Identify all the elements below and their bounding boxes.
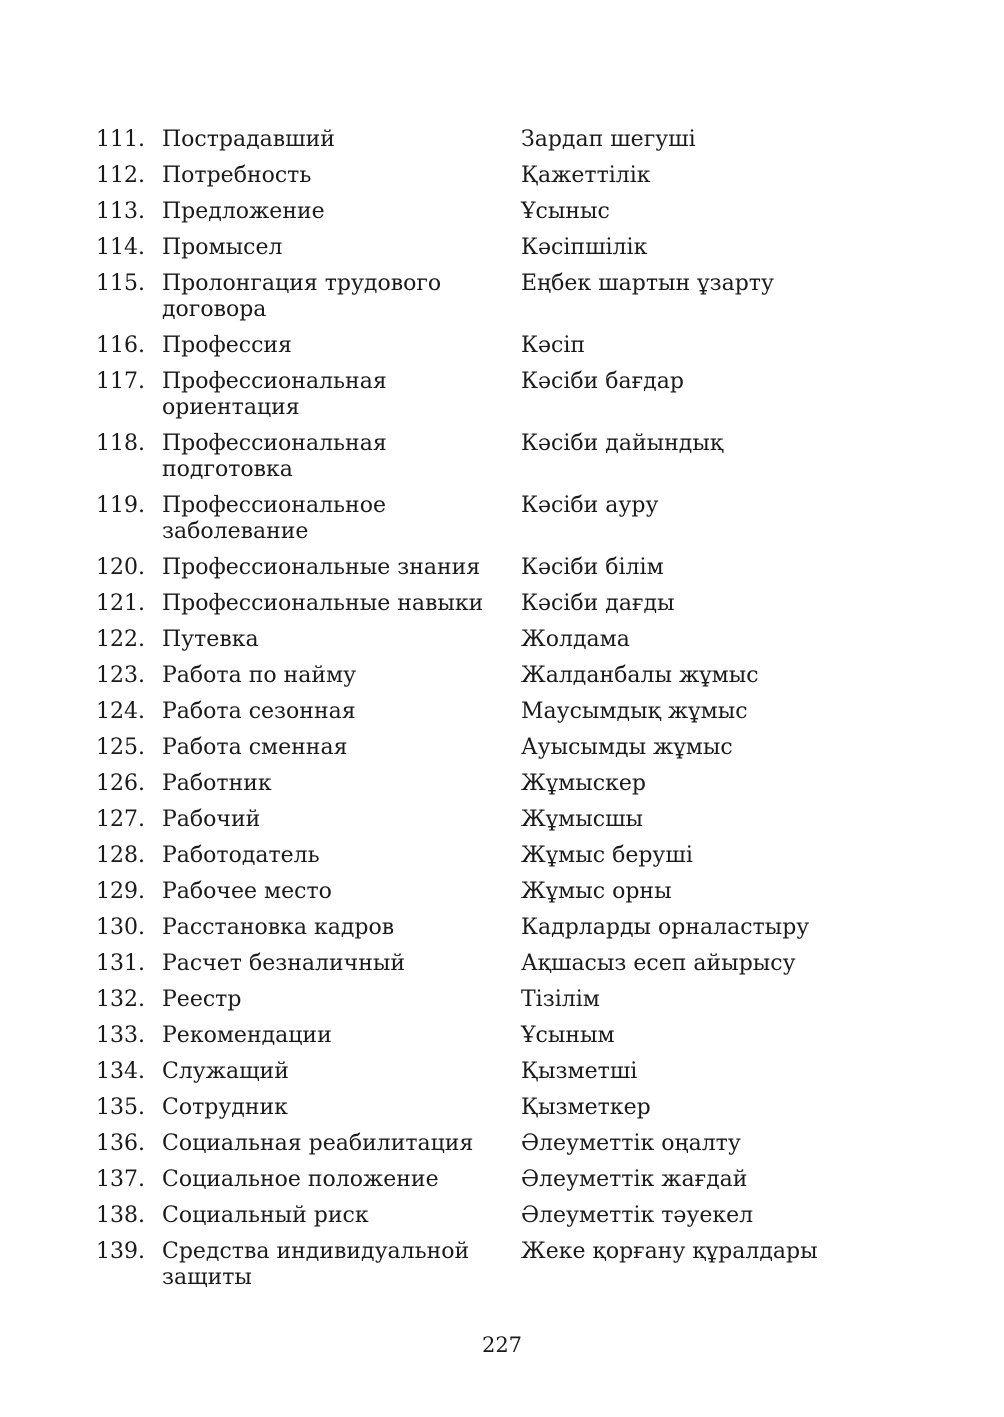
entry-number: 124.	[96, 699, 145, 724]
russian-term: Профессиональные знания	[162, 555, 481, 580]
russian-term: Расчет безналичный	[162, 951, 406, 976]
entry-number: 125.	[96, 735, 145, 760]
russian-term: Профессиональная ориентация	[162, 369, 387, 420]
entry-number: 120.	[96, 555, 145, 580]
russian-term: Работа сменная	[162, 735, 348, 760]
page-number: 227	[481, 1333, 523, 1357]
kazakh-term: Жұмыскер	[521, 771, 646, 796]
russian-term: Потребность	[162, 163, 312, 188]
glossary-entry	[0, 230, 1004, 266]
entry-number: 132.	[96, 987, 145, 1012]
kazakh-term: Кәсіби білім	[521, 555, 664, 580]
entry-number: 111.	[96, 127, 145, 152]
kazakh-term: Жеке қорғану құралдары	[521, 1239, 818, 1264]
entry-number: 127.	[96, 807, 145, 832]
kazakh-term: Ұсыныс	[521, 199, 610, 224]
kazakh-term: Қызметші	[521, 1059, 638, 1084]
russian-term: Профессиональная подготовка	[162, 431, 387, 482]
russian-term: Работа по найму	[162, 663, 357, 688]
kazakh-term: Тізілім	[521, 987, 600, 1012]
russian-term: Средства индивидуальной защиты	[162, 1239, 470, 1290]
kazakh-term: Қызметкер	[521, 1095, 651, 1120]
entry-number: 136.	[96, 1131, 145, 1156]
russian-term: Расстановка кадров	[162, 915, 395, 940]
russian-term: Рекомендации	[162, 1023, 332, 1048]
kazakh-term: Кәсіби бағдар	[521, 369, 684, 394]
kazakh-term: Ұсыным	[521, 1023, 615, 1048]
entry-number: 129.	[96, 879, 145, 904]
glossary-entry	[0, 982, 1004, 1018]
russian-term: Профессиональное заболевание	[162, 493, 386, 544]
glossary-entry	[0, 766, 1004, 802]
glossary-entry	[0, 488, 1004, 550]
entry-number: 139.	[96, 1239, 145, 1264]
glossary-entry	[0, 426, 1004, 488]
glossary-entry	[0, 802, 1004, 838]
russian-term: Рабочее место	[162, 879, 332, 904]
kazakh-term: Кәсіби дайындық	[521, 431, 724, 456]
kazakh-term: Қажеттілік	[521, 163, 651, 188]
kazakh-term: Кадрларды орналастыру	[521, 915, 810, 940]
entry-number: 116.	[96, 333, 145, 358]
glossary-entry	[0, 266, 1004, 328]
glossary-entry	[0, 1198, 1004, 1234]
russian-term: Пострадавший	[162, 127, 335, 152]
russian-term: Сотрудник	[162, 1095, 288, 1120]
russian-term: Предложение	[162, 199, 325, 224]
russian-term: Путевка	[162, 627, 259, 652]
kazakh-term: Маусымдық жұмыс	[521, 699, 748, 724]
glossary-entry	[0, 694, 1004, 730]
glossary-entry	[0, 122, 1004, 158]
entry-number: 137.	[96, 1167, 145, 1192]
entry-number: 130.	[96, 915, 145, 940]
russian-term: Работа сезонная	[162, 699, 356, 724]
kazakh-term: Жұмыс беруші	[521, 843, 693, 868]
kazakh-term: Әлеуметтік жағдай	[521, 1167, 748, 1192]
glossary-entry	[0, 910, 1004, 946]
glossary-entry	[0, 946, 1004, 982]
russian-term: Промысел	[162, 235, 283, 260]
kazakh-term: Кәсіби ауру	[521, 493, 659, 518]
kazakh-term: Жұмысшы	[521, 807, 644, 832]
entry-number: 118.	[96, 431, 145, 456]
entry-number: 114.	[96, 235, 145, 260]
entry-number: 133.	[96, 1023, 145, 1048]
entry-number: 126.	[96, 771, 145, 796]
russian-term: Работодатель	[162, 843, 320, 868]
kazakh-term: Жалданбалы жұмыс	[521, 663, 759, 688]
kazakh-term: Әлеуметтік оңалту	[521, 1131, 741, 1156]
glossary-entry	[0, 1126, 1004, 1162]
russian-term: Пролонгация трудового договора	[162, 271, 442, 322]
entry-number: 134.	[96, 1059, 145, 1084]
entry-number: 117.	[96, 369, 145, 394]
entry-number: 138.	[96, 1203, 145, 1228]
entry-number: 131.	[96, 951, 145, 976]
glossary-entry	[0, 874, 1004, 910]
russian-term: Социальное положение	[162, 1167, 439, 1192]
kazakh-term: Әлеуметтік тәуекел	[521, 1203, 754, 1228]
glossary-entry	[0, 586, 1004, 622]
glossary-entry	[0, 328, 1004, 364]
glossary-entry	[0, 1090, 1004, 1126]
kazakh-term: Ауысымды жұмыс	[521, 735, 733, 760]
russian-term: Рабочий	[162, 807, 261, 832]
glossary-entry	[0, 1054, 1004, 1090]
glossary-entry	[0, 838, 1004, 874]
entry-number: 135.	[96, 1095, 145, 1120]
entry-number: 122.	[96, 627, 145, 652]
glossary-entry	[0, 1234, 1004, 1296]
entry-number: 115.	[96, 271, 145, 296]
russian-term: Социальная реабилитация	[162, 1131, 474, 1156]
kazakh-term: Жұмыс орны	[521, 879, 672, 904]
kazakh-term: Кәсіпшілік	[521, 235, 648, 260]
entry-number: 113.	[96, 199, 145, 224]
russian-term: Реестр	[162, 987, 242, 1012]
entry-number: 112.	[96, 163, 145, 188]
kazakh-term: Жолдама	[521, 627, 630, 652]
russian-term: Работник	[162, 771, 272, 796]
glossary-entry	[0, 622, 1004, 658]
kazakh-term: Кәсіп	[521, 333, 586, 358]
entry-number: 121.	[96, 591, 145, 616]
glossary-entry	[0, 730, 1004, 766]
glossary-list	[0, 122, 1004, 1296]
glossary-entry	[0, 1162, 1004, 1198]
glossary-entry	[0, 364, 1004, 426]
glossary-entry	[0, 550, 1004, 586]
glossary-entry	[0, 658, 1004, 694]
russian-term: Социальный риск	[162, 1203, 369, 1228]
glossary-entry	[0, 1018, 1004, 1054]
kazakh-term: Ақшасыз есеп айырысу	[521, 951, 796, 976]
kazakh-term: Зардап шегуші	[521, 127, 696, 152]
kazakh-term: Кәсіби дағды	[521, 591, 675, 616]
russian-term: Профессиональные навыки	[162, 591, 484, 616]
russian-term: Профессия	[162, 333, 292, 358]
entry-number: 128.	[96, 843, 145, 868]
glossary-entry	[0, 194, 1004, 230]
kazakh-term: Еңбек шартын ұзарту	[521, 271, 774, 296]
entry-number: 119.	[96, 493, 145, 518]
glossary-entry	[0, 158, 1004, 194]
entry-number: 123.	[96, 663, 145, 688]
russian-term: Служащий	[162, 1059, 289, 1084]
